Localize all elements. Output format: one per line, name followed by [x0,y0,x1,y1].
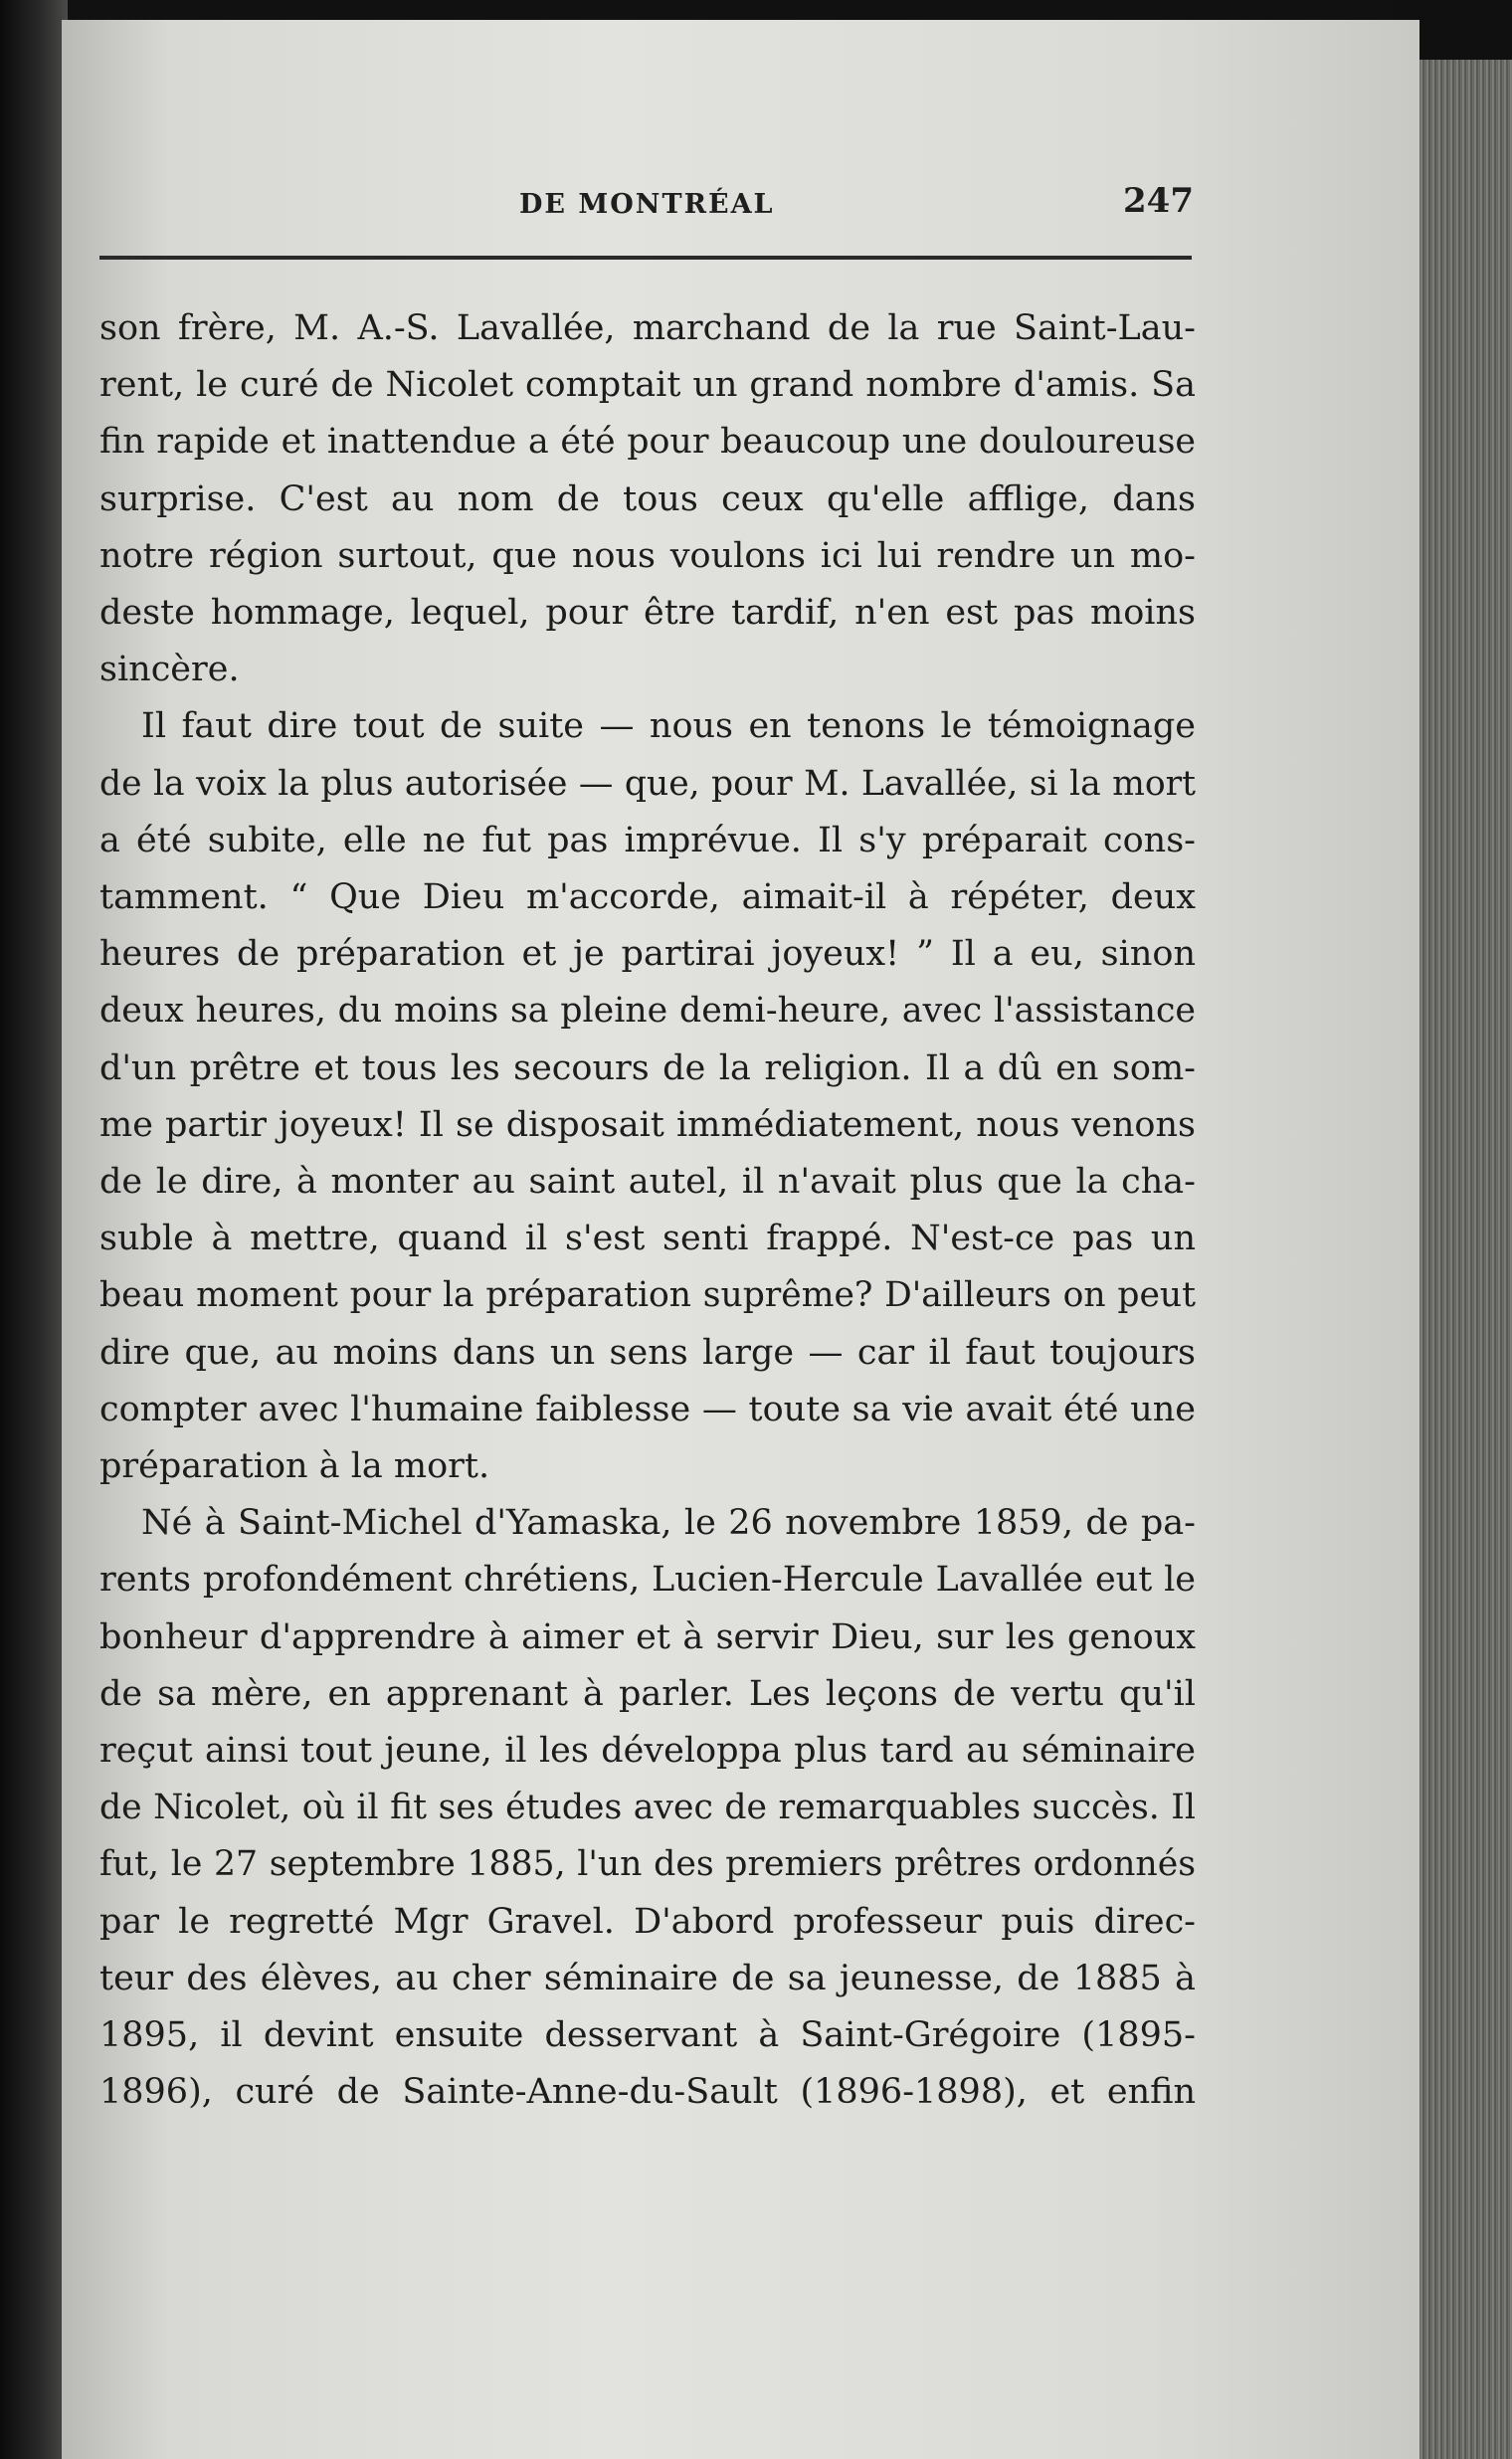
text-line: par le regretté Mgr Gravel. D'abord professeur puis direc- [99,1901,1196,1942]
text-line: teur des élèves, au cher séminaire de sa jeunesse, de 1885 à [99,1958,1196,1998]
text-line: reçut ainsi tout jeune, il les développa plus tard au séminaire [99,1731,1196,1772]
running-head: DE MONTRÉAL [519,189,775,220]
text-line: 1895, il devint ensuite desservant à Saint-Grégoire (1895- [99,2015,1196,2056]
text-line: sincère. [99,650,240,690]
text-line: deste hommage, lequel, pour être tardif, n'en est pas moins [99,593,1196,634]
text-line: bonheur d'apprendre à aimer et à servir Dieu, sur les genoux [99,1616,1196,1657]
text-line: me partir joyeux! Il se disposait immédiatement, nous venons [99,1104,1196,1145]
text-line: heures de préparation et je partirai joyeux! ” Il a eu, sinon [99,934,1196,975]
text-line: de le dire, à monter au saint autel, il n'avait plus que la cha- [99,1162,1196,1203]
text-line: dire que, au moins dans un sens large — car il faut toujours [99,1332,1196,1373]
body-text [99,300,1196,2122]
text-line: rents profondément chrétiens, Lucien-Hercule Lavallée eut le [99,1560,1196,1601]
page-edges [1419,60,1512,2459]
header-rule [99,256,1192,260]
text-line: notre région surtout, que nous voulons ici lui rendre un mo- [99,535,1196,576]
text-line: Il faut dire tout de suite — nous en tenons le témoignage [141,706,1196,747]
text-line: deux heures, du moins sa pleine demi-heure, avec l'assistance [99,991,1196,1032]
text-line: a été subite, elle ne fut pas imprévue. Il s'y préparait cons- [99,820,1196,860]
text-line: tamment. “ Que Dieu m'accorde, aimait-il à répéter, deux [99,877,1196,918]
binding-shadow [0,0,68,2459]
text-line: compter avec l'humaine faiblesse — toute sa vie avait été une [99,1389,1196,1429]
text-line: suble à mettre, quand il s'est senti frappé. N'est-ce pas un [99,1219,1196,1259]
text-line: Né à Saint-Michel d'Yamaska, le 26 novembre 1859, de pa- [141,1503,1196,1544]
text-line: rent, le curé de Nicolet comptait un grand nombre d'amis. Sa [99,365,1196,406]
page-header [101,179,1196,239]
text-line: son frère, M. A.-S. Lavallée, marchand de la rue Saint-Lau- [99,308,1196,348]
text-line: fut, le 27 septembre 1885, l'un des premiers prêtres ordonnés [99,1844,1196,1885]
text-line: de sa mère, en apprenant à parler. Les leçons de vertu qu'il [99,1673,1196,1714]
text-line: surprise. C'est au nom de tous ceux qu'elle afflige, dans [99,478,1196,519]
text-line: beau moment pour la préparation suprême? D'ailleurs on peut [99,1275,1196,1316]
text-line: préparation à la mort. [99,1446,490,1487]
text-line: 1896), curé de Sainte-Anne-du-Sault (1896-1898), et enfin [99,2072,1196,2113]
text-line: d'un prêtre et tous les secours de la religion. Il a dû en som- [99,1047,1196,1088]
text-line: de la voix la plus autorisée — que, pour M. Lavallée, si la mort [99,763,1196,804]
text-line: fin rapide et inattendue a été pour beaucoup une douloureuse [99,422,1196,463]
page-number: 247 [1123,181,1194,221]
text-line: de Nicolet, où il fit ses études avec de remarquables succès. Il [99,1788,1196,1828]
